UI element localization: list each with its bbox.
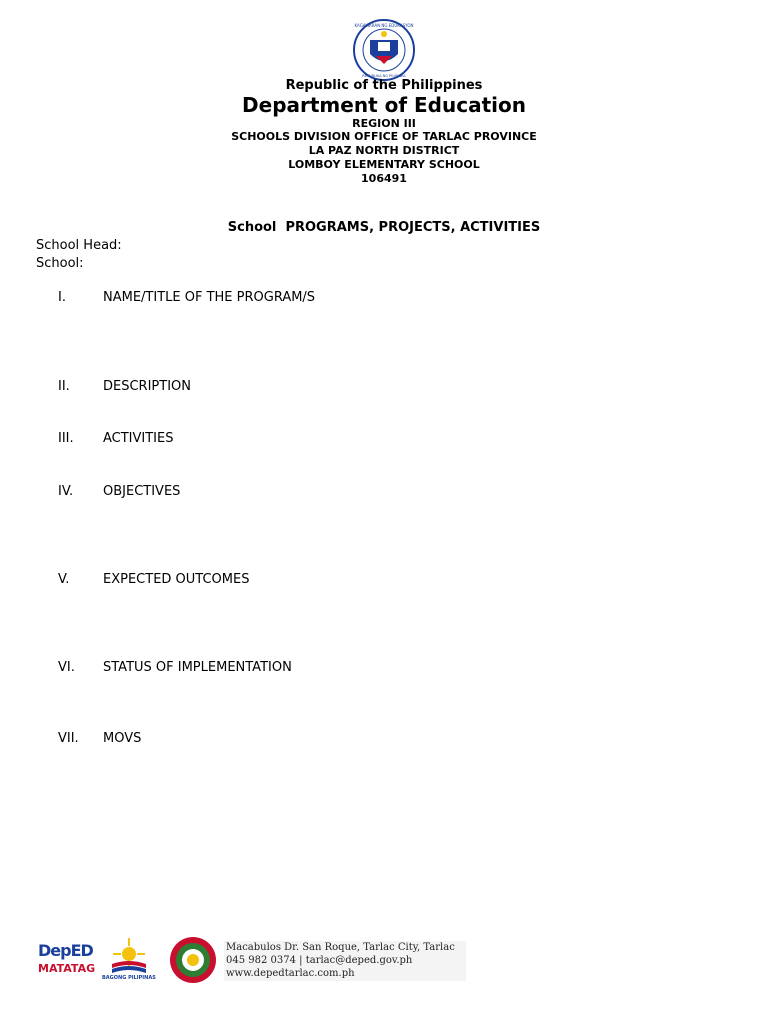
footer-website: www.depedtarlac.com.ph (226, 968, 355, 979)
document-title: School PROGRAMS, PROJECTS, ACTIVITIES (227, 220, 541, 235)
deped-logo: DepED (38, 941, 93, 960)
section-title-name: NAME/TITLE OF THE PROGRAM/S (103, 290, 316, 305)
section-title-activities: ACTIVITIES (103, 431, 174, 446)
section-title-description: DESCRIPTION (103, 379, 191, 394)
section-number: V. (58, 572, 70, 587)
region-text: REGION III (352, 117, 416, 130)
section-number: I. (58, 290, 66, 305)
division-text: SCHOOLS DIVISION OFFICE OF TARLAC PROVINCE (231, 130, 537, 143)
district-text: LA PAZ NORTH DISTRICT (308, 144, 460, 157)
section-number: II. (58, 379, 70, 394)
seal-top-text: KAGAWARAN NG EDUKASYON (354, 23, 414, 28)
matatag-logo: MATATAG (38, 962, 96, 975)
section-number: VII. (58, 731, 79, 746)
section-title-movs: MOVS (103, 731, 142, 746)
section-number: IV. (58, 484, 74, 499)
section-title-objectives: OBJECTIVES (103, 484, 181, 499)
school-label: School: (36, 256, 84, 271)
school-id-text: 106491 (361, 172, 407, 185)
department-title: Department of Education (242, 93, 526, 117)
school-name-text: LOMBOY ELEMENTARY SCHOOL (288, 158, 480, 171)
bagong-pilipinas-text: BAGONG PILIPINAS (102, 975, 156, 981)
deped-seal-icon (348, 18, 420, 82)
section-title-status: STATUS OF IMPLEMENTATION (103, 660, 292, 675)
footer-contact: 045 982 0374 | tarlac@deped.gov.ph (226, 955, 413, 966)
section-number: VI. (58, 660, 75, 675)
section-number: III. (58, 431, 74, 446)
seal-bottom-text: REPUBLIKA NG PILIPINAS (362, 74, 406, 78)
republic-text: Republic of the Philippines (285, 78, 483, 93)
footer-address: Macabulos Dr. San Roque, Tarlac City, Tarlac (226, 942, 455, 953)
school-head-label: School Head: (36, 238, 122, 253)
sdo-tarlac-seal-icon (166, 936, 220, 984)
section-title-expected-outcomes: EXPECTED OUTCOMES (103, 572, 250, 587)
